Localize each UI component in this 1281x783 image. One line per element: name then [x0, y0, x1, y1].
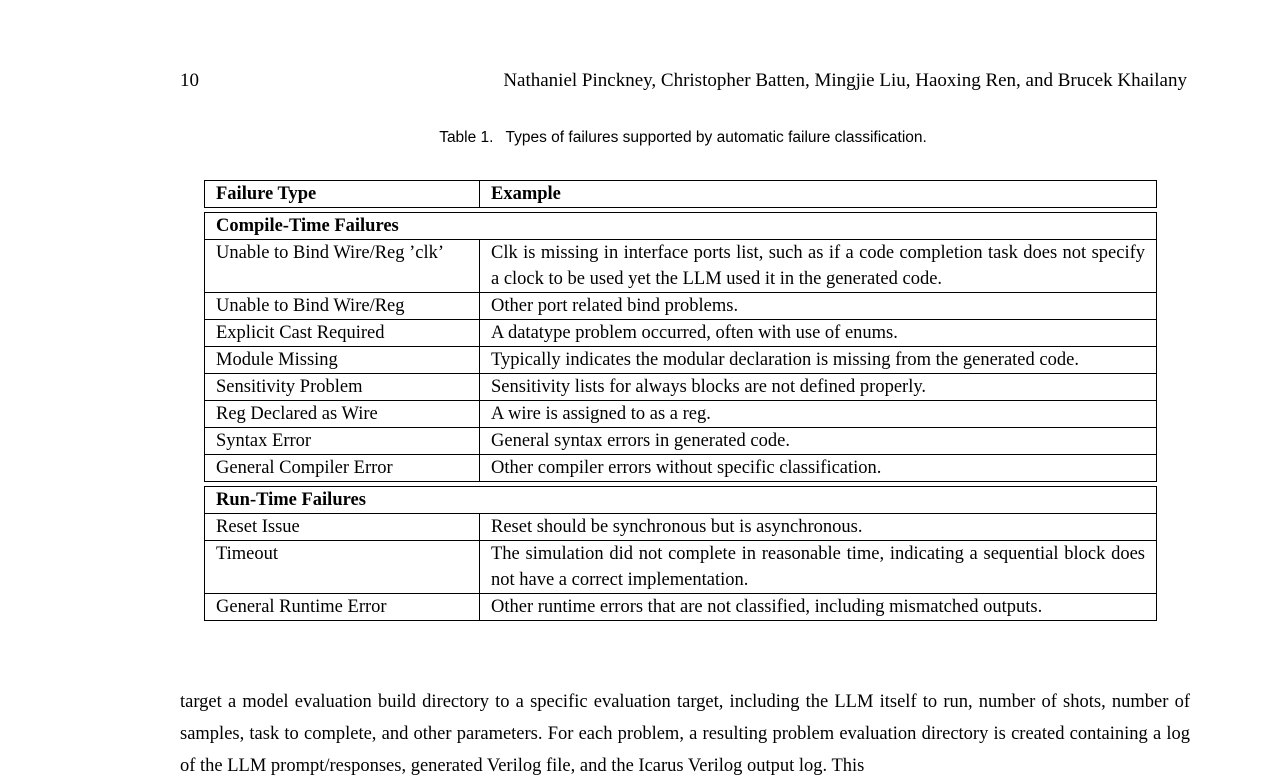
example-cell: Reset should be synchronous but is asynchronous. — [480, 514, 1157, 541]
section-title-compile-time: Compile-Time Failures — [205, 213, 1157, 240]
table-row — [205, 541, 1157, 594]
failure-type-cell: Syntax Error — [205, 428, 480, 455]
section-row — [205, 213, 1157, 240]
compile-time-block — [204, 212, 1157, 482]
table-row — [205, 240, 1157, 293]
page-number: 10 — [180, 70, 199, 91]
failure-type-cell: General Runtime Error — [205, 594, 480, 621]
table-row — [205, 401, 1157, 428]
table-header-row — [205, 181, 1157, 208]
failure-types-table — [204, 180, 1157, 621]
table-header-block — [204, 180, 1157, 208]
example-cell: A wire is assigned to as a reg. — [480, 401, 1157, 428]
failure-type-cell: General Compiler Error — [205, 455, 480, 482]
table-row — [205, 594, 1157, 621]
failure-type-cell: Explicit Cast Required — [205, 320, 480, 347]
example-cell: Typically indicates the modular declaration is missing from the generated code. — [480, 347, 1157, 374]
failure-type-cell: Reg Declared as Wire — [205, 401, 480, 428]
example-cell: Sensitivity lists for always blocks are not defined properly. — [480, 374, 1157, 401]
failure-type-cell: Unable to Bind Wire/Reg ’clk’ — [205, 240, 480, 293]
table-caption-label: Table 1. — [439, 129, 494, 146]
table-row — [205, 320, 1157, 347]
table-row — [205, 455, 1157, 482]
table-row — [205, 428, 1157, 455]
column-header-example: Example — [480, 181, 1157, 208]
failure-type-cell: Sensitivity Problem — [205, 374, 480, 401]
table-row — [205, 293, 1157, 320]
running-header-authors: Nathaniel Pinckney, Christopher Batten, Mingjie Liu, Haoxing Ren, and Brucek Khailany — [503, 70, 1187, 91]
failure-type-cell: Timeout — [205, 541, 480, 594]
section-title-run-time: Run-Time Failures — [205, 487, 1157, 514]
failure-type-cell: Unable to Bind Wire/Reg — [205, 293, 480, 320]
run-time-block — [204, 486, 1157, 621]
example-cell: Other port related bind problems. — [480, 293, 1157, 320]
example-cell: Other runtime errors that are not classified, including mismatched outputs. — [480, 594, 1157, 621]
column-header-failure-type: Failure Type — [205, 181, 480, 208]
table-row — [205, 347, 1157, 374]
body-paragraph: target a model evaluation build directory to a specific evaluation target, including the LLM itself to run, number of shots, number of samples, task to complete, and other parameters. For each problem, a resulting problem evaluation directory is created containing a log of the LLM prompt/responses, generated Verilog file, and the Icarus Verilog output log. This — [180, 692, 1190, 776]
example-cell: The simulation did not complete in reasonable time, indicating a sequential block does not have a correct implementation. — [480, 541, 1157, 594]
failure-type-cell: Reset Issue — [205, 514, 480, 541]
table-row — [205, 514, 1157, 541]
example-cell: Clk is missing in interface ports list, such as if a code completion task does not specify a clock to be used yet the LLM used it in the generated code. — [480, 240, 1157, 293]
table-caption — [0, 129, 1281, 147]
table-row — [205, 374, 1157, 401]
failure-type-cell: Module Missing — [205, 347, 480, 374]
example-cell: Other compiler errors without specific classification. — [480, 455, 1157, 482]
example-cell: A datatype problem occurred, often with use of enums. — [480, 320, 1157, 347]
example-cell: General syntax errors in generated code. — [480, 428, 1157, 455]
table-caption-text: Types of failures supported by automatic failure classification. — [505, 129, 927, 146]
section-row — [205, 487, 1157, 514]
